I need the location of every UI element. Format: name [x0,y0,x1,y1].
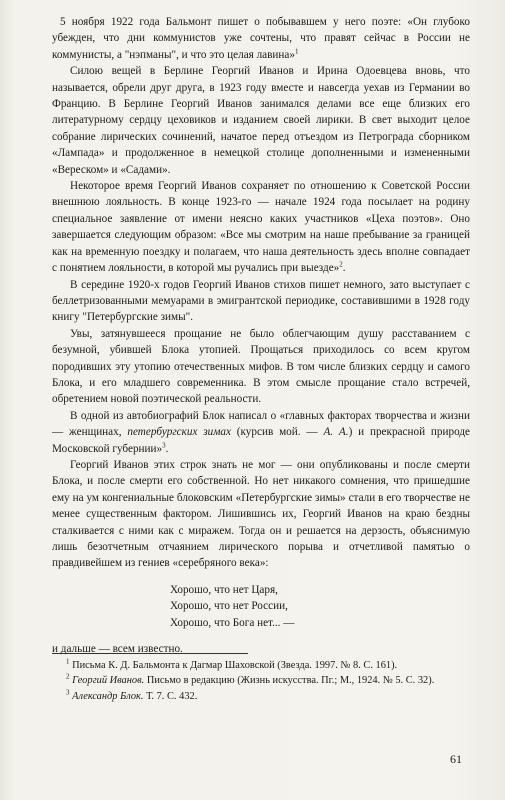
footnote-text: Т. 7. С. 432. [143,690,198,702]
paragraph-text: 5 ноября 1922 года Бальмонт пишет о побывавшем у него поэте: «Он глубоко убежден, что дни коммунистов уже сочтены, что правят сейчас в России не коммунисты, а "нэпманы", и что это целая лавина» [52,16,470,61]
footnote-mark: 3 [162,440,166,449]
paragraph-loyalty: Некоторое время Георгий Иванов сохраняет по отношению к Советской России внешнюю лояльность. В конце 1923-го — начале 1924 года посылает на родину специальное заявление от имени неясно каких участников «Цеха поэтов». Оно завершается следующим образом: «Все мы смотрим на наше пребывание за границей как на временную поездку и полагаем, что наша деятельность здесь вполне совпадает с понятием лояльности, в которой мы ручались при выезде»$^2$. [52,180,470,275]
paragraph-text: Некоторое время Георгий Иванов сохраняет по отношению к Советской России внешнюю лояльность. В конце 1923-го — начале 1924 года посылает на родину специальное заявление от имени неясно каких участников «Цеха поэтов». Оно завершается следующим образом: «Все мы смотрим на наше пребывание за границей как на временную поездку и полагаем, что наша деятельность здесь вполне совпадает с понятием лояльности, в которой мы ручались при выезде» [52,180,470,275]
paragraph-memoirs: В середине 1920-х годов Георгий Иванов стихов пишет немного, зато выступает с беллетризованными мемуарами в эмигрантской периодике, составившими в 1928 году книгу "Петербургские зимы". [52,278,470,324]
blok-mid: (курсив мой. — [230,426,324,439]
after-poem-text: и дальше — всем известно. [52,643,183,656]
footnote-3 [52,689,470,704]
footnote-number: 2 [66,672,70,681]
paragraph-berlin: Силою вещей в Берлине Георгий Иванов и Ирина Одоевцева вновь, что называется, обрели друг друга, в 1923 году вместе и навсегда уехав из Германии во Францию. В Берлине Георгий Иванов занимался делами все еще близких его литературному сердцу цеховиков и изданием своей лирики. В свет выходит целое собрание лирических сочинений, начатое перед отъездом из Петрограда сборником «Лампада» и продолженное в немецкой столице дополненными и измененными «Вереском» и «Садами». [52,65,470,176]
paragraph-farewell: Увы, затянувшееся прощание не было облегчающим душу расставанием с безумной, убившей Блока утопией. Прощаться приходилось со всем кругом породивших эту утопию отечественных мифов. В том числе близких сердцу и самого Блока, и его младшего современника. В этом смысле прощание стало встречей, обретением новой поэтической реальности. [52,327,470,406]
blok-tail: ) и прекрасной природе Московской губернии» [52,426,470,455]
poem-line: Хорошо, что нет России, [170,600,288,613]
paragraph-ivanov: Георгий Иванов этих строк знать не мог — они опубликованы и после смерти Блока, и после смерти его собственной. Но нет никакого сомнения, что пришедшие ему на ум конгениальные блоковским «Петербургские зимы» стали в его творчестве не менее существенным фактором. Лишившись их, Георгий Иванов на краю бездны сталкивается с ними как с миражем. Тогда он и решается на дерзость, объяснимую лишь безотчетным отчаянием лирического порыва и отчетливой памятью о правдивейшем из гениев «серебряного века»: [52,458,470,570]
poem-line: Хорошо, что нет Царя, [170,583,278,596]
footnote-mark: 1 [294,47,299,56]
footnote-number: 3 [66,688,70,697]
footnote-1 [52,658,470,673]
blok-lead: В одной из автобиографий Блок написал о «главных факторах творчества и жизни — женщинах, [52,409,470,439]
footnote-text: Письмо в редакцию (Жизнь искусства. Пг.; М., 1924. № 5. С. 32). [144,675,435,687]
footnote-author: Георгий Иванов. [72,675,145,687]
blok-italic-phrase: петербургских зимах [127,426,231,439]
poem-quote [170,582,470,631]
footnote-mark: 2 [339,260,343,269]
page-number: 61 [450,752,462,766]
poem-line: Хорошо, что Бога нет... — [170,616,295,629]
paragraph-blok: В одной из автобиографий Блок написал о «главных факторах творчества и жизни — женщинах, петербургских зимах (курсив мой. — А. А.) и прекрасной природе Московской губернии»$^3$. [52,409,470,455]
main-text [52,14,470,657]
footnotes [52,658,470,704]
footnote-divider [52,653,248,654]
footnote-text: Письма К. Д. Бальмонта к Дагмар Шаховской (Звезда. 1997. № 8. С. 161). [72,660,398,671]
footnote-author: Александр Блок. [72,690,144,702]
blok-initials: А. А. [323,426,349,439]
footnote-number: 1 [66,657,70,666]
footnote-2 [52,673,470,688]
paragraph-balmont [52,14,470,63]
